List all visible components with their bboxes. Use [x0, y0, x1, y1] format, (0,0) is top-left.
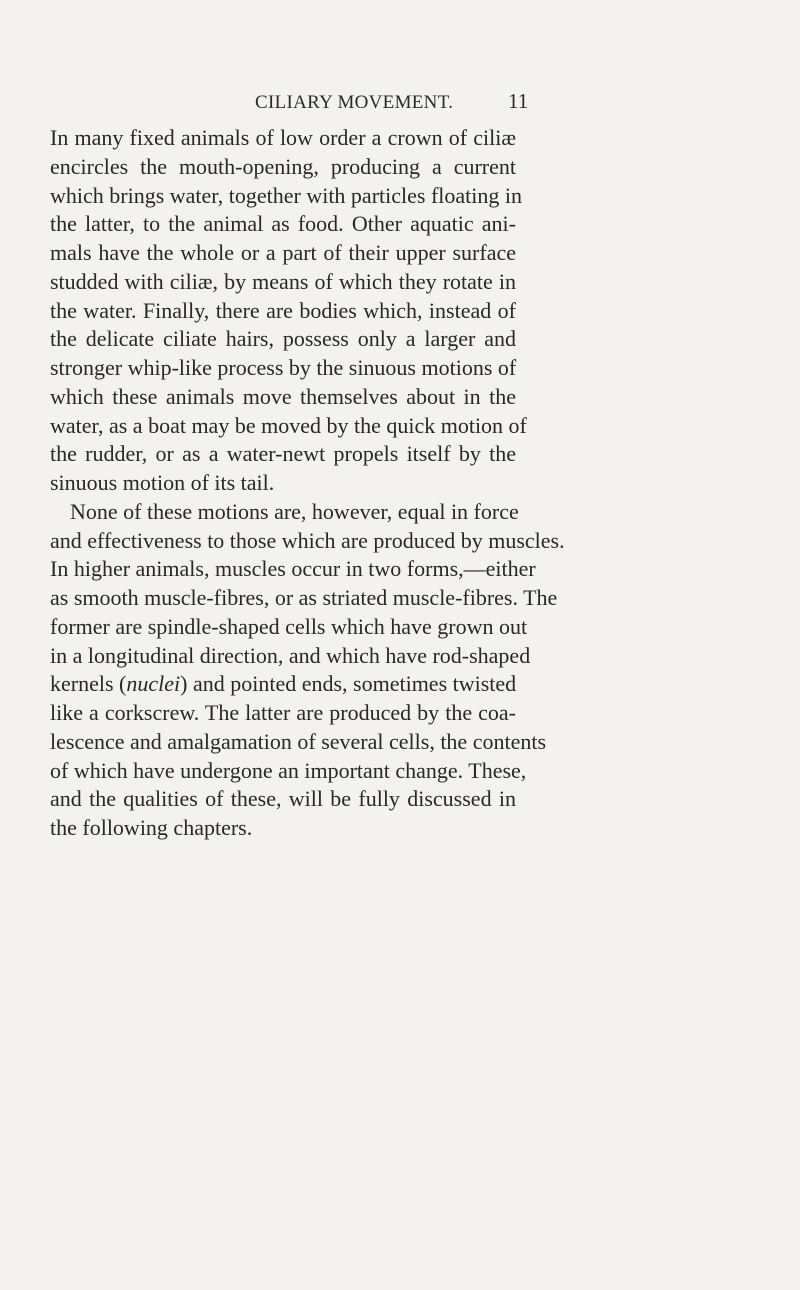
body-text [50, 124, 565, 843]
paragraph-1 [50, 124, 527, 498]
text-line: like a corkscrew. The latter are produced by the coa- [50, 700, 516, 725]
text-line-with-italic [50, 670, 516, 699]
running-head: CILIARY MOVEMENT. [255, 92, 454, 113]
text-line: of which have undergone an important change. These, [50, 757, 527, 783]
text-line: In many fixed animals of low order a crown of ciliæ [50, 125, 516, 150]
page-number: 11 [508, 89, 529, 113]
text-segment: kernels ( [50, 671, 127, 697]
text-line: sinuous motion of its tail. [50, 470, 275, 495]
text-line: former are spindle-shaped cells which have grown out [50, 613, 528, 639]
text-line: mals have the whole or a part of their upper surface [50, 240, 516, 265]
text-line: as smooth muscle-fibres, or as striated muscle-fibres. The [50, 585, 558, 610]
text-line: water, as a boat may be moved by the quick motion of [50, 412, 527, 438]
italic-term: nuclei [126, 671, 181, 697]
paragraph-2 [50, 498, 565, 843]
text-line: encircles the mouth-opening, producing a current [50, 153, 516, 179]
text-line: the latter, to the animal as food. Other aquatic ani- [50, 211, 516, 237]
text-line: which these animals move themselves about in the [50, 383, 516, 409]
text-line: In higher animals, muscles occur in two forms,—either [50, 556, 536, 582]
text-line: the delicate ciliate hairs, possess only a larger and [50, 326, 516, 352]
text-line: lescence and amalgamation of several cells, the contents [50, 728, 547, 754]
text-line: in a longitudinal direction, and which have rod-shaped [50, 642, 531, 668]
text-segment: ) and pointed ends, sometimes twisted [180, 671, 517, 697]
text-line: which brings water, together with particles floating in [50, 182, 522, 208]
text-line: the water. Finally, there are bodies which, instead of [50, 297, 516, 323]
text-line: studded with ciliæ, by means of which they rotate in [50, 268, 516, 294]
text-line: None of these motions are, however, equal in force [70, 498, 519, 524]
text-line: the following chapters. [50, 815, 253, 840]
text-line: and the qualities of these, will be fully discussed in [50, 786, 516, 812]
text-line: the rudder, or as a water-newt propels itself by the [50, 441, 516, 467]
text-line: and effectiveness to those which are produced by muscles. [50, 527, 565, 553]
text-line: stronger whip-like process by the sinuous motions of [50, 355, 517, 380]
